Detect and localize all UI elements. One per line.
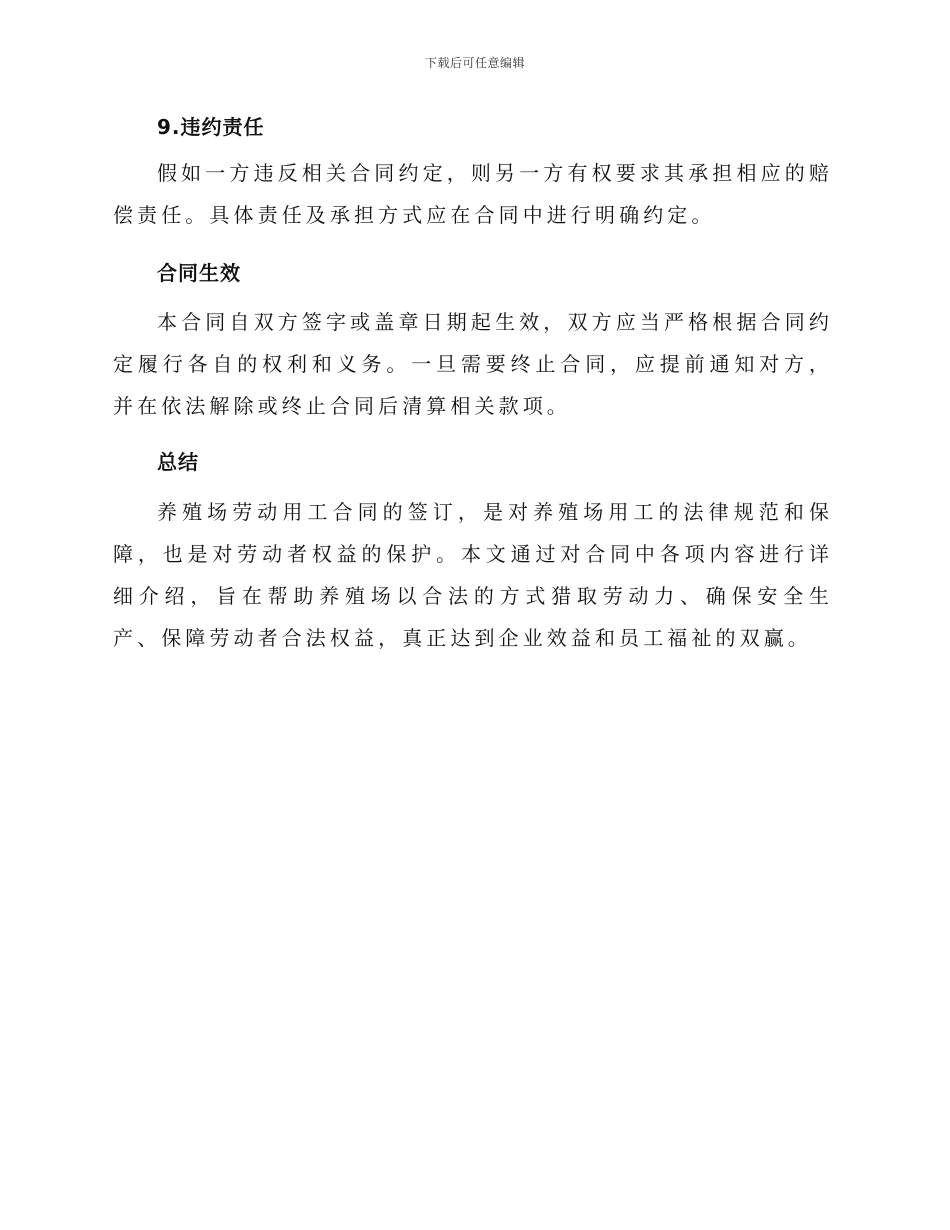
section-paragraph: 假如一方违反相关合同约定，则另一方有权要求其承担相应的赔偿责任。具体责任及承担方式应在合同中进行明确约定。 (113, 161, 833, 227)
section-contract-effect (113, 258, 833, 427)
section-breach-liability (113, 112, 833, 236)
page-header: 下载后可任意编辑 (424, 56, 525, 70)
section-paragraph: 本合同自双方签字或盖章日期起生效，双方应当严格根据合同约定履行各自的权利和义务。一旦需要终止合同，应提前通知对方，并在依法解除或终止合同后清算相关款项。 (113, 310, 833, 418)
section-summary (113, 447, 833, 659)
section-heading: 合同生效 (157, 261, 241, 285)
section-heading: 总结 (157, 450, 199, 474)
section-paragraph: 养殖场劳动用工合同的签订，是对养殖场用工的法律规范和保障，也是对劳动者权益的保护。本文通过对合同中各项内容进行详细介绍，旨在帮助养殖场以合法的方式猎取劳动力、确保安全生产、保障劳动者合法权益，真正达到企业效益和员工福祉的双赢。 (113, 500, 833, 650)
section-heading: 9.违约责任 (157, 115, 265, 139)
document-body (113, 112, 833, 659)
